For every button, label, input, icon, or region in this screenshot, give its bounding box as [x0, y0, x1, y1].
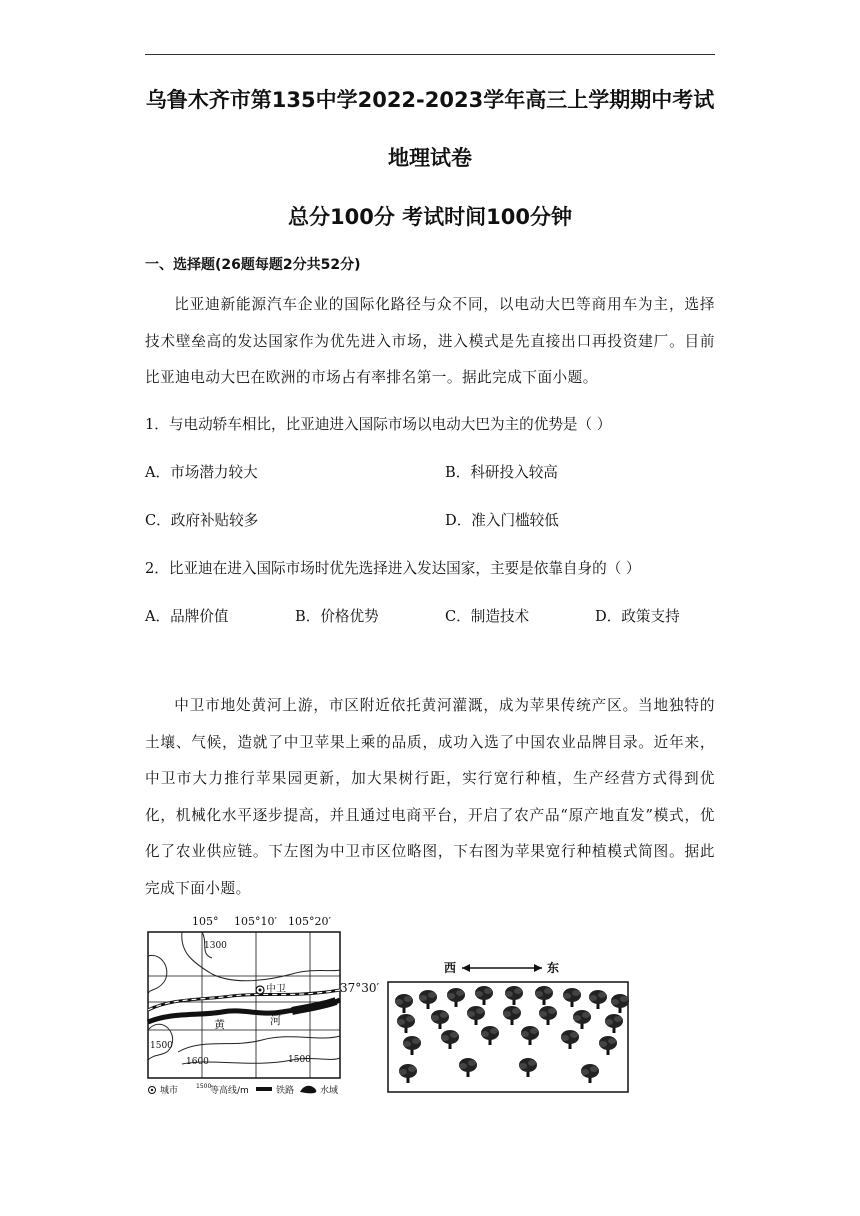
section-heading: 一、选择题(26题每题2分共52分)	[145, 257, 361, 273]
question-1-stem: 1．与电动轿车相比，比亚迪进入国际市场以电动大巴为主的优势是（ ）	[145, 416, 612, 433]
lon-label-105-10: 105°10′	[234, 915, 277, 928]
contour-line	[148, 955, 167, 994]
contour-label-1500: 1500	[150, 1041, 173, 1051]
q1-option-b: B．科研投入较高	[445, 464, 558, 481]
passage-zhongwei: 中卫市地处黄河上游，市区附近依托黄河灌溉，成为苹果传统产区。当地独特的土壤、气候，造就了中卫苹果上乘的品质，成功入选了中国农业品牌目录。近年来，中卫市大力推行苹果园更新，加大果树行距，实行宽行种植，生产经营方式得到优化，机械化水平逐步提高，并且通过电商平台，开启了农产品“原产地直发”模式，优化了农业供应链。下左图为中卫市区位略图，下右图为苹果宽行种植模式简图。据此完成下面小题。	[145, 697, 715, 897]
passage-byd: 比亚迪新能源汽车企业的国际化路径与众不同，以电动大巴等商用车为主，选择技术壁垒高的发达国家作为优先进入市场，进入模式是先直接出口再投资建厂。目前比亚迪电动大巴在欧洲的市场占有率排名第一。据此完成下面小题。	[145, 296, 715, 386]
legend-contour-sample: 1500	[196, 1083, 212, 1090]
page-title-subject: 地理试卷	[388, 146, 472, 170]
legend-city: 城市	[160, 1086, 179, 1096]
page-title: 乌鲁木齐市第135中学2022-2023学年高三上学期期中考试	[145, 88, 715, 112]
q2-option-b: B．价格优势	[295, 608, 379, 625]
q2-option-a: A．品牌价值	[145, 608, 229, 625]
contour-line	[182, 932, 340, 981]
legend-water: 水域	[320, 1086, 339, 1096]
river-char-2: 河	[270, 1014, 281, 1027]
exam-info: 总分100分 考试时间100分钟	[288, 205, 572, 229]
legend-railway: 铁路	[276, 1086, 295, 1096]
q2-option-c: C．制造技术	[445, 608, 530, 625]
top-rule	[145, 54, 715, 55]
direction-east: 东	[547, 961, 560, 975]
contour-label-1500b: 1500	[288, 1055, 311, 1065]
river-char-1: 黄	[214, 1018, 225, 1031]
q1-option-d: D．准入门槛较低	[445, 512, 559, 529]
direction-west: 西	[444, 961, 457, 975]
q2-option-d: D．政策支持	[595, 608, 680, 625]
legend-contour: 等高线/m	[210, 1086, 249, 1096]
q1-option-c: C．政府补贴较多	[145, 512, 259, 529]
q1-option-a: A．市场潜力较大	[145, 464, 258, 481]
question-2-stem: 2．比亚迪在进入国际市场时优先选择进入发达国家，主要是依靠自身的（ ）	[145, 560, 641, 577]
contour-label-1300: 1300	[204, 941, 227, 951]
lon-label-105-20: 105°20′	[288, 915, 331, 928]
orchard-planting-diagram	[384, 952, 634, 1096]
contour-label-1600: 1600	[186, 1057, 209, 1067]
tree-rows	[395, 986, 629, 1083]
lat-label: 37°30′	[340, 981, 380, 995]
zhongwei-location-map	[142, 912, 382, 1098]
lon-label-105: 105°	[192, 915, 219, 928]
city-label: 中卫	[266, 984, 286, 995]
